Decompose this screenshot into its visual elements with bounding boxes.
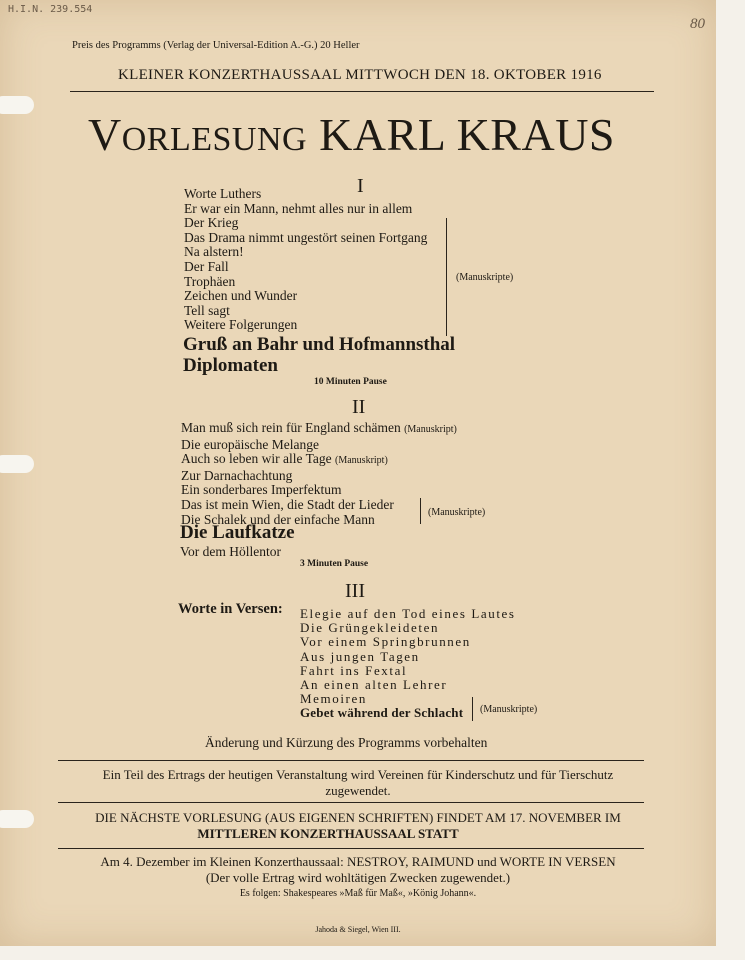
punch-hole <box>0 455 34 473</box>
list-item: Ein sonderbares Imperfektum <box>181 482 342 498</box>
list-item: Na alstern! <box>184 244 244 260</box>
list-item: Vor dem Höllentor <box>180 544 281 559</box>
next-reading-venue: MITTLEREN KONZERTHAUSSAAL STATT <box>197 826 459 841</box>
list-item: Die Grüngekleideten <box>300 620 440 636</box>
title-cap: V <box>88 109 122 160</box>
list-item: Die Schalek und der einfache Mann <box>181 511 375 527</box>
brace <box>420 498 421 524</box>
section-1-list <box>184 187 427 333</box>
section-3-label: Worte in Versen: <box>178 601 283 617</box>
price-line: Preis des Programms (Verlag der Universal-Edition A.-G.) 20 Heller <box>72 40 360 51</box>
header-rule <box>70 91 654 92</box>
title-rest: ORLESUNG <box>121 121 308 158</box>
bold-item: Diplomaten <box>183 355 278 376</box>
list-item: Vor einem Springbrunnen <box>300 634 471 650</box>
changes-note: Änderung und Kürzung des Programms vorbehalten <box>205 735 488 750</box>
list-item: Aus jungen Tagen <box>300 648 420 664</box>
divider <box>58 760 644 761</box>
title-name: KARL KRAUS <box>319 109 616 160</box>
divider <box>58 802 644 803</box>
december-line: Am 4. Dezember im Kleinen Konzerthaussaal: NESTROY, RAIMUND und WORTE IN VERSEN <box>100 854 616 869</box>
list-item: Der Fall <box>184 258 229 274</box>
bold-item: Gebet während der Schlacht <box>300 705 464 721</box>
december-line: (Der volle Ertrag wird wohltätigen Zwecken zugewendet.) <box>205 870 511 885</box>
archive-number-note: H.I.N. 239.554 <box>8 4 93 15</box>
section-2-number: II <box>352 396 366 418</box>
section-2-list <box>181 421 457 527</box>
bold-item: Gruß an Bahr und Hofmannsthal <box>183 334 456 355</box>
section-2-brace-label: (Manuskripte) <box>428 507 486 518</box>
charity-line: Ein Teil des Ertrags der heutigen Veranstaltung wird Vereinen für Kinderschutz und für Tierschutz <box>102 767 614 782</box>
section-3-number: III <box>345 580 365 602</box>
venue-date-header: KLEINER KONZERTHAUSSAAL MITTWOCH DEN 18. OKTOBER 1916 <box>118 67 602 83</box>
list-item: Worte Luthers <box>184 186 262 201</box>
list-item: Das ist mein Wien, die Stadt der Lieder <box>181 496 394 512</box>
list-item: Zeichen und Wunder <box>184 288 298 304</box>
section-3-brace-label: (Manuskripte) <box>480 704 538 715</box>
list-item: Trophäen <box>184 273 236 289</box>
brace <box>472 697 473 721</box>
bold-item: Die Laufkatze <box>180 522 295 543</box>
divider <box>58 848 644 849</box>
list-item: Memoiren <box>300 691 367 707</box>
list-item: Weitere Folgerungen <box>184 317 298 333</box>
list-item: Er war ein Mann, nehmt alles nur in allem <box>184 200 413 216</box>
list-item: Man muß sich rein für England schämen (Manuskript) <box>181 420 457 435</box>
section-2-pause: 3 Minuten Pause <box>300 559 369 569</box>
brace <box>446 218 447 336</box>
section-1-brace-label: (Manuskripte) <box>456 272 514 283</box>
punch-hole <box>0 96 34 114</box>
december-line: Es folgen: Shakespeares »Maß für Maß«, »König Johann«. <box>239 888 477 899</box>
charity-line: zugewendet. <box>325 783 391 798</box>
list-item: Das Drama nimmt ungestört seinen Fortgang <box>184 229 428 245</box>
list-item: Elegie auf den Tod eines Lautes <box>300 606 516 621</box>
list-item: Auch so leben wir alle Tage (Manuskript) <box>181 451 388 467</box>
page-title <box>88 108 615 161</box>
list-item: Zur Darnachachtung <box>181 467 293 483</box>
next-reading-line: DIE NÄCHSTE VORLESUNG (AUS EIGENEN SCHRIFTEN) FINDET AM 17. NOVEMBER IM <box>95 810 621 825</box>
list-item: Die europäische Melange <box>181 436 319 452</box>
list-item: Tell sagt <box>184 302 230 318</box>
page-number-note: 80 <box>690 16 705 32</box>
section-1-pause: 10 Minuten Pause <box>314 377 387 387</box>
list-item: An einen alten Lehrer <box>300 677 448 693</box>
section-1-number: I <box>357 175 364 197</box>
list-item: Fahrt ins Fextal <box>300 662 408 678</box>
printer-imprint: Jahoda & Siegel, Wien III. <box>315 925 401 934</box>
list-item: Der Krieg <box>184 215 239 231</box>
